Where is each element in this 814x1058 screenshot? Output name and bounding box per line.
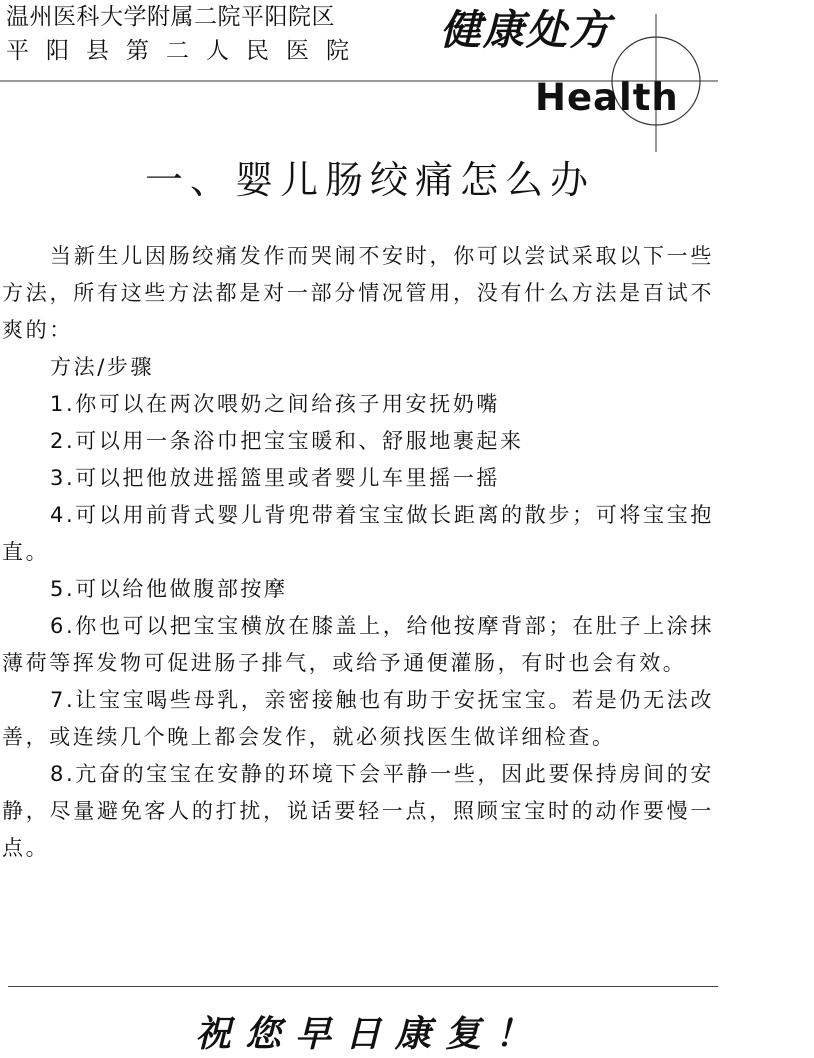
blessing-text: 祝您早日康复！ — [194, 1013, 545, 1055]
article-body — [2, 238, 714, 867]
step-2: 2.可以用一条浴巾把宝宝暖和、舒服地裹起来 — [50, 429, 524, 453]
step-5: 5.可以给他做腹部按摩 — [50, 577, 288, 601]
step-4: 4.可以用前背式婴儿背兜带着宝宝做长距离的散步；可将宝宝抱直。 — [2, 503, 714, 564]
intro-paragraph: 当新生儿因肠绞痛发作而哭闹不安时，你可以尝试采取以下一些方法，所有这些方法都是对一部分情况管用，没有什么方法是百试不爽的： — [2, 244, 714, 342]
step-3: 3.可以把他放进摇篮里或者婴儿车里摇一摇 — [50, 466, 501, 490]
hospital-name-line-2: 平阳县第二人民医院 — [6, 38, 366, 64]
footer-rule — [8, 986, 718, 987]
step-8: 8.亢奋的宝宝在安静的环境下会平静一些，因此要保持房间的安静，尽量避免客人的打扰，说话要轻一点，照顾宝宝时的动作要慢一点。 — [2, 762, 714, 860]
brand-title: 健康处方 — [440, 6, 612, 54]
step-7: 7.让宝宝喝些母乳，亲密接触也有助于安抚宝宝。若是仍无法改善，或连续几个晚上都会发作，就必须找医生做详细检查。 — [2, 688, 714, 749]
step-6: 6.你也可以把宝宝横放在膝盖上，给他按摩背部；在肚子上涂抹薄荷等挥发物可促进肠子排气，或给予通便灌肠，有时也会有效。 — [2, 614, 714, 675]
brand-subtitle: Health — [535, 76, 679, 119]
article-title: 一、婴儿肠绞痛怎么办 — [144, 158, 595, 202]
step-1: 1.你可以在两次喂奶之间给孩子用安抚奶嘴 — [50, 392, 501, 416]
method-heading: 方法/步骤 — [50, 355, 155, 379]
hospital-name-line-1: 温州医科大学附属二院平阳院区 — [6, 4, 335, 30]
